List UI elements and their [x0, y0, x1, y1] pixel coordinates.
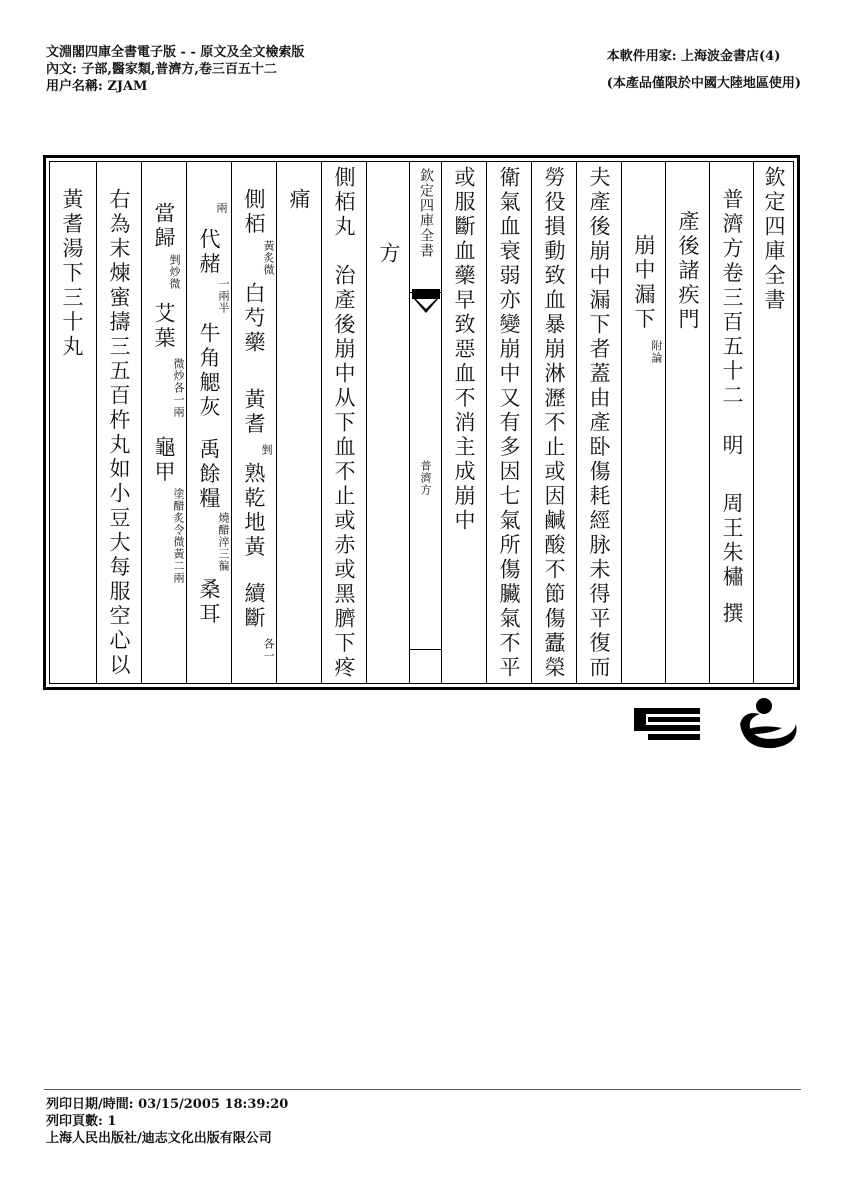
text-column-1 — [753, 162, 794, 683]
column-text: 衛氣血衰弱亦變崩中又有多因七氣所傷臟氣不平 — [497, 166, 521, 681]
herb-name: 熟乾地黃 — [242, 462, 266, 560]
chapter-heading: 產後諸疾門 — [676, 210, 700, 333]
text-column-2 — [709, 162, 754, 683]
volume-title: 普濟方卷三百五十二 — [720, 188, 744, 409]
text-column-3 — [665, 162, 710, 683]
header-username: 用户名稱: ZJAM — [46, 79, 148, 94]
fold-title: 欽定四庫全書 — [418, 168, 434, 258]
column-text: 夫產後崩中漏下者蓋由產卧傷耗經脉未得平復而 — [587, 166, 611, 681]
text-column-12 — [231, 162, 277, 683]
herb-name: 側栢 — [242, 188, 266, 237]
text-column-6 — [531, 162, 577, 683]
author: 周王朱橚 — [720, 492, 744, 590]
herb-note: 塗醋炙令微黃二兩 — [172, 488, 185, 584]
column-text: 勞役損動致血暴崩淋瀝不止或因鹹酸不節傷蠹榮 — [542, 166, 566, 681]
page-frame — [43, 155, 800, 690]
text-column-7 — [486, 162, 532, 683]
text-column-8 — [441, 162, 487, 683]
fish-tail-bar — [412, 289, 440, 299]
column-text: 右為末煉蜜擣三五百杵丸如小豆大每服空心以 — [107, 188, 131, 678]
text-column-16 — [50, 162, 96, 683]
seal-logo-icon — [730, 694, 802, 752]
text-column-15 — [96, 162, 142, 683]
text-column-14 — [141, 162, 187, 683]
herb-note: 黃炙微 — [262, 240, 275, 276]
text-column-4 — [621, 162, 666, 683]
herb-note: 兩 — [215, 202, 228, 214]
header-right — [607, 48, 801, 102]
herb-name: 桑耳 — [197, 578, 221, 627]
herb-note: 微炒各一兩 — [172, 358, 185, 418]
herb-name: 艾葉 — [152, 302, 176, 351]
header-left — [46, 44, 304, 95]
herb-name: 當歸 — [152, 202, 176, 251]
section-note: 附論 — [650, 340, 663, 364]
herb-note: 各一 — [262, 638, 275, 662]
column-text: 側栢丸 治產後崩中从下血不止或赤或黑臍下疼 — [332, 166, 356, 681]
herb-name: 續斷 — [242, 582, 266, 631]
publisher-logo-icon — [634, 706, 704, 744]
herb-name: 代赭 — [197, 228, 221, 277]
header-licensee: 本軟件用家: 上海波金書店(4) — [606, 49, 781, 64]
text-column-10 — [321, 162, 367, 683]
publisher-credit: 上海人民出版社/迪志文化出版有限公司 — [46, 1131, 272, 1146]
column-text: 痛 — [287, 188, 311, 213]
fold-bottom-line — [410, 649, 442, 650]
collection-title: 欽定四庫全書 — [762, 166, 786, 313]
dynasty: 明 — [720, 434, 744, 459]
header-content-path: 內文: 子部,醫家類,普濟方,卷三百五十二 — [46, 62, 277, 77]
herb-name: 黃耆 — [242, 388, 266, 437]
text-column-11 — [276, 162, 322, 683]
text-column-5 — [576, 162, 622, 683]
author-role: 撰 — [720, 602, 744, 627]
footer — [46, 1096, 288, 1147]
print-page-count: 列印頁數: 1 — [46, 1114, 117, 1129]
herb-note: 燒醋淬三徧 — [217, 512, 230, 572]
herb-name: 牛角䚡灰 — [197, 322, 221, 420]
footer-divider — [44, 1089, 801, 1090]
center-fold — [409, 162, 442, 683]
header-region-note: (本產品僅限於中國大陸地區使用) — [606, 76, 801, 91]
herb-note: 一兩半 — [217, 278, 230, 314]
fish-tail-mark-inner — [416, 299, 436, 309]
text-column-13 — [186, 162, 232, 683]
herb-name: 龜甲 — [152, 436, 176, 485]
column-text: 黃耆湯下三十丸 — [60, 188, 84, 360]
header-title: 文淵閣四庫全書電子版 - - 原文及全文檢索版 — [46, 45, 305, 60]
print-datetime: 列印日期/時間: 03/15/2005 18:39:20 — [46, 1097, 289, 1112]
column-text: 方 — [377, 242, 401, 267]
fold-book-title: 普濟方 — [419, 460, 432, 496]
herb-note: 剉 — [260, 444, 273, 456]
section-heading: 崩中漏下 — [632, 234, 656, 332]
herb-name: 白芍藥 — [242, 282, 266, 356]
herb-note: 剉炒微 — [168, 254, 181, 290]
text-column-9 — [366, 162, 410, 683]
page-inner-frame — [49, 161, 794, 684]
herb-name: 禹餘糧 — [197, 438, 221, 512]
column-text: 或服斷血藥早致惡血不消主成崩中 — [452, 166, 476, 534]
